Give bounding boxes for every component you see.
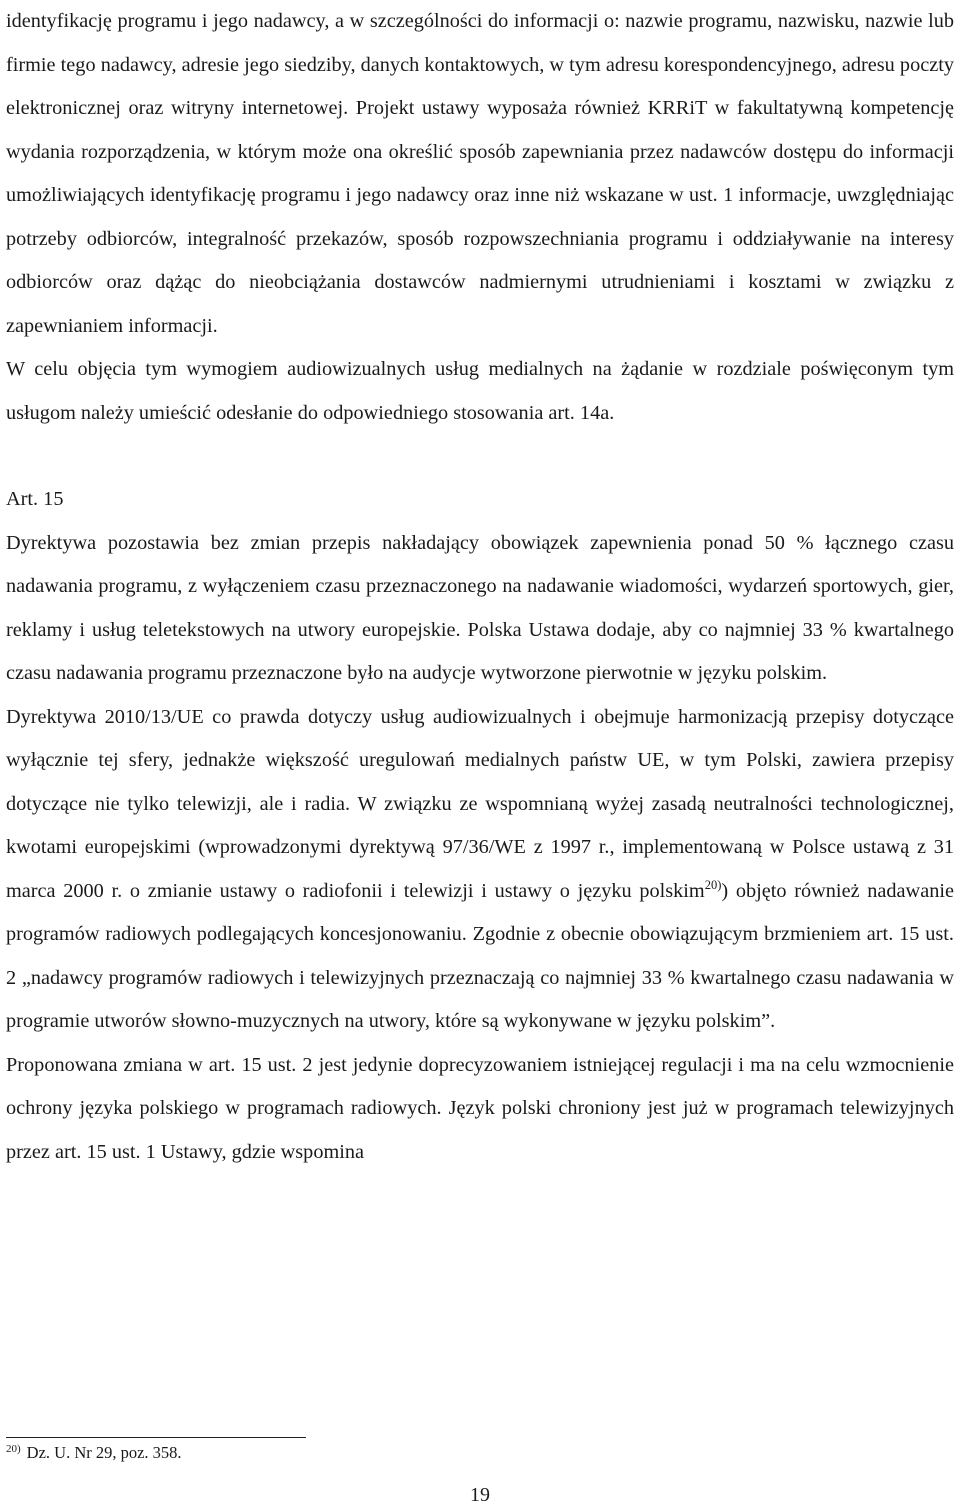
page-number: 19: [470, 1484, 490, 1506]
footnote-divider: [6, 1437, 306, 1438]
section-gap: [6, 435, 954, 478]
paragraph-3: Dyrektywa pozostawia bez zmian przepis nakładający obowiązek zapewnienia ponad 50 % łącznego czasu nadawania programu, z wyłączeniem czasu przeznaczonego na nadawanie wiadomości, wydarzeń sportowych, gier, reklamy i usług teletekstowych na utwory europejskie. Polska Ustawa dodaje, aby co najmniej 33 % kwartalnego czasu nadawania programu przeznaczone było na audycje wytworzone pierwotnie w języku polskim.: [6, 531, 954, 684]
document-page: [6, 0, 954, 1174]
footnote-reference[interactable]: 20): [704, 877, 722, 892]
paragraph-2: W celu objęcia tym wymogiem audiowizualnych usług medialnych na żądanie w rozdziale poświęconym tym usługom należy umieścić odesłanie do odpowiedniego stosowania art. 14a.: [6, 358, 954, 424]
footnote: [6, 1443, 182, 1463]
paragraph-4-text-b: ) objęto również nadawanie programów radiowych podlegających koncesjonowaniu. Zgodnie z obecnie obowiązującym brzmieniem art. 15 ust. 2 „nadawcy programów radiowych i telewizyjnych przeznaczają co najmniej 33 % kwartalnego czasu nadawania w programie utworów słowno-muzycznych na utwory, które są wykonywane w języku polskim”.: [6, 879, 954, 1032]
paragraph-4-text-a: Dyrektywa 2010/13/UE co prawda dotyczy usług audiowizualnych i obejmuje harmonizacją przepisy dotyczące wyłącznie tej sfery, jednakże większość uregulowań medialnych państw UE, w tym Polski, zawiera przepisy dotyczące nie tylko telewizji, ale i radia. W związku ze wspomnianą wyżej zasadą neutralności technologicznej, kwotami europejskimi (wprowadzonymi dyrektywą 97/36/WE z 1997 r., implementowaną w Polsce ustawą z 31 marca 2000 r. o zmianie ustawy o radiofonii i telewizji i ustawy o języku polskim: [6, 705, 954, 902]
paragraph-4: [6, 696, 954, 1044]
footnote-text: Dz. U. Nr 29, poz. 358.: [26, 1443, 182, 1462]
paragraph-5: Proponowana zmiana w art. 15 ust. 2 jest jedynie doprecyzowaniem istniejącej regulacji i ma na celu wzmocnienie ochrony języka polskiego w programach radiowych. Język polski chroniony jest już w programach telewizyjnych przez art. 15 ust. 1 Ustawy, gdzie wspomina: [6, 1053, 954, 1163]
footnote-mark: 20): [6, 1443, 21, 1455]
paragraph-1: identyfikację programu i jego nadawcy, a w szczególności do informacji o: nazwie programu, nazwisku, nazwie lub firmie tego nadawcy, adresie jego siedziby, danych kontaktowych, w tym adresu korespondencyjnego, adresu poczty elektronicznej oraz witryny internetowej. Projekt ustawy wyposaża również KRRiT w fakultatywną kompetencję wydania rozporządzenia, w którym może ona określić sposób zapewniania przez nadawców dostępu do informacji umożliwiających identyfikację programu i jego nadawcy oraz inne niż wskazane w ust. 1 informacje, uwzględniając potrzeby odbiorców, integralność przekazów, sposób rozpowszechniania programu i oddziaływanie na interesy odbiorców oraz dążąc do nieobciążania dostawców nadmiernymi utrudnieniami i kosztami w związku z zapewnianiem informacji.: [6, 10, 954, 337]
article-heading: Art. 15: [6, 488, 64, 510]
